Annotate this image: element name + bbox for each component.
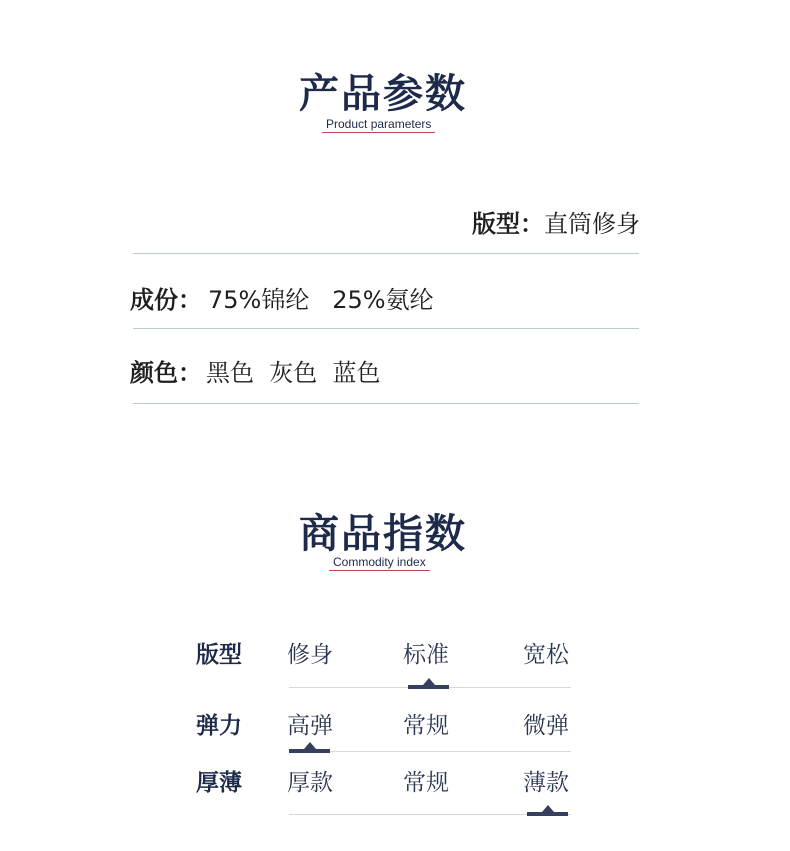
param-label-color: 颜色： [130,359,202,387]
index-option: 厚款 [287,770,333,796]
index-option: 修身 [287,642,333,668]
param-value-fit: 直筒修身 [544,210,640,238]
params-section-title: 产品参数 [299,71,467,117]
index-marker [408,685,449,689]
index-option: 宽松 [523,642,569,668]
divider [133,253,639,254]
param-row-fit [472,204,640,239]
index-option-selected: 高弹 [287,713,333,739]
index-option-selected: 薄款 [523,770,569,796]
param-label-composition: 成份： [130,286,202,314]
param-value-composition: 75%锦纶 25%氨纶 [208,286,434,314]
index-section-subtitle: Commodity index [329,555,430,571]
divider [133,328,639,329]
index-option-selected: 标准 [403,642,449,668]
param-row-composition [130,280,434,315]
index-option: 常规 [403,770,449,796]
index-option: 微弹 [523,713,569,739]
index-marker [289,749,330,753]
params-section-subtitle: Product parameters [322,117,435,133]
param-value-color: 黑色 灰色 蓝色 [206,359,381,387]
index-track [289,751,571,752]
index-label-thickness: 厚薄 [196,770,242,796]
index-option: 常规 [403,713,449,739]
index-section-title: 商品指数 [299,511,467,557]
param-label-fit: 版型： [472,210,544,238]
divider [133,403,639,404]
index-label-elasticity: 弹力 [196,713,242,739]
index-label-fit: 版型 [196,642,242,668]
index-marker [527,812,568,816]
param-row-color [130,353,381,388]
